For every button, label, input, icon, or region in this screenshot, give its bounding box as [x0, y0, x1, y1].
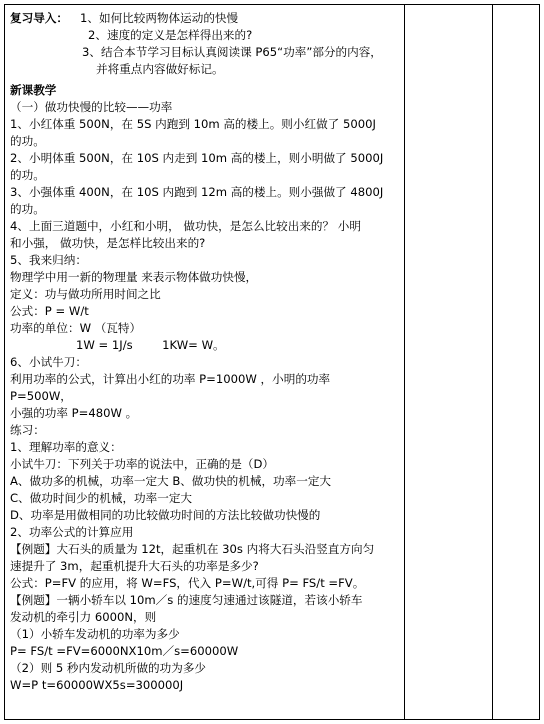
- practice-heading: 练习：: [10, 423, 45, 437]
- review-item-3: 3、结合本节学习目标认真阅读课 P65“功率”部分的内容，: [82, 45, 382, 59]
- example-b-line-1: 【例题】一辆小轿车以 10m／s 的速度匀速通过该隧道，若该小轿车: [10, 593, 363, 607]
- table-border-left: [4, 4, 5, 720]
- practice-2-title: 2、功率公式的计算应用: [10, 525, 134, 539]
- exercise-line-1: 利用功率的公式，计算出小红的功率 P=1000W ，小明的功率: [10, 372, 331, 386]
- review-label: 复习导入：: [10, 11, 68, 25]
- lesson-content-cell: [10, 10, 402, 714]
- example-b-line-3: （1）小轿车发动机的功率为多少: [10, 627, 180, 641]
- question-3: 3、小强体重 400N，在 10S 内跑到 12m 高的楼上。则小强做了 4800J: [10, 185, 384, 199]
- review-item-1: 1、如何比较两物体运动的快慢: [80, 11, 239, 25]
- lesson-table: [4, 4, 540, 720]
- table-divider-1: [404, 4, 405, 720]
- power-unit-conversion: 1W = 1J/s 1KW= W。: [76, 338, 225, 352]
- table-border-bottom: [4, 719, 540, 720]
- question-3-cont: 的功。: [10, 202, 45, 216]
- question-4: 4、上面三道题中，小红和小明， 做功快，是怎么比较出来的？ 小明: [10, 219, 361, 233]
- formula: 公式：P = W/t: [10, 304, 89, 318]
- example-a-line-3: 公式：P=FV 的应用，将 W=FS，代入 P=W/t,可得 P= FS/t =FV。: [10, 576, 365, 590]
- example-b-line-2: 发动机的牵引力 6000N，则: [10, 610, 157, 624]
- example-a-line-2: 速提升了 3m，起重机提升大石头的功率是多少?: [10, 559, 259, 573]
- table-border-right: [539, 4, 540, 720]
- review-item-3-cont: 并将重点内容做好标记。: [96, 62, 224, 76]
- table-border-top: [4, 4, 540, 5]
- example-b-line-6: W=P t=60000WX5s=300000J: [10, 678, 184, 692]
- question-1: 1、小红体重 500N，在 5S 内跑到 10m 高的楼上。则小红做了 5000J: [10, 117, 376, 131]
- power-unit: 功率的单位：W （瓦特）: [10, 321, 142, 335]
- example-a-line-1: 【例题】大石头的质量为 12t，起重机在 30s 内将大石头沿竖直方向匀: [10, 542, 375, 556]
- exercise-line-2: P=500W，: [10, 389, 72, 403]
- definition-intro: 物理学中用一新的物理量 来表示物体做功快慢，: [10, 270, 258, 284]
- example-b-line-4: P= FS/t =FV=6000NX10m／s=60000W: [10, 644, 239, 658]
- practice-1-title: 1、理解功率的意义：: [10, 440, 122, 454]
- option-c: C、做功时间少的机械，功率一定大: [10, 491, 193, 505]
- section-1-title: （一）做功快慢的比较——功率: [10, 100, 173, 114]
- summary-heading: 5、我来归纳：: [10, 253, 87, 267]
- question-4-cont: 和小强， 做功快，是怎样比较出来的?: [10, 236, 206, 250]
- option-a-b: A、做功多的机械，功率一定大 B、做功快的机械，功率一定大: [10, 474, 332, 488]
- exercise-line-3: 小强的功率 P=480W 。: [10, 406, 138, 420]
- review-item-2: 2、速度的定义是怎样得出来的?: [88, 28, 253, 42]
- example-b-line-5: （2）则 5 秒内发动机所做的功为多少: [10, 661, 207, 675]
- option-d: D、功率是用做相同的功比较做功时间的方法比较做功快慢的: [10, 508, 321, 522]
- question-2-cont: 的功。: [10, 168, 45, 182]
- new-lesson-heading: 新课教学: [10, 83, 57, 97]
- question-2: 2、小明体重 500N，在 10S 内走到 10m 高的楼上，则小明做了 5000J: [10, 151, 384, 165]
- question-1-cont: 的功。: [10, 134, 45, 148]
- definition: 定义：功与做功所用时间之比: [10, 287, 161, 301]
- table-divider-2: [492, 4, 493, 720]
- practice-1-question: 小试牛刀：下列关于功率的说法中，正确的是（D）: [10, 457, 274, 471]
- exercise-heading: 6、小试牛刀：: [10, 355, 87, 369]
